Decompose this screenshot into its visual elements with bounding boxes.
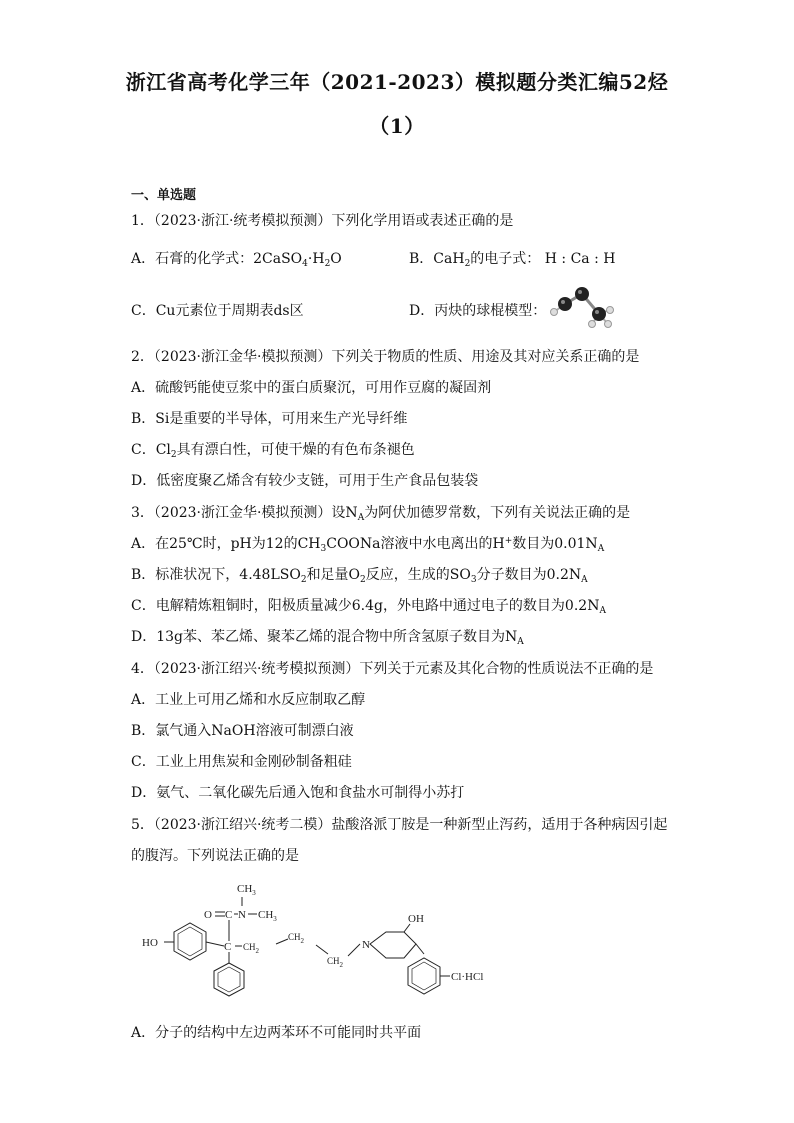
q4-option-a: A．工业上可用乙烯和水反应制取乙醇	[131, 692, 366, 708]
label-n2: N	[362, 939, 370, 951]
q4-option-b: B．氯气通入NaOH溶液可制漂白液	[131, 723, 354, 739]
q2-option-a: A．硫酸钙能使豆浆中的蛋白质聚沉，可用作豆腐的凝固剂	[131, 380, 492, 396]
q4-option-c: C．工业上用焦炭和金刚砂制备粗硅	[131, 754, 352, 770]
q1-option-a: A．石膏的化学式：$2CaSO_4\cdot H_2O$	[131, 251, 342, 269]
q1-option-b: B．CaH$_2$的电子式： H : Ca : H	[409, 251, 616, 269]
q2-option-d: D．低密度聚乙烯含有较少支链，可用于生产食品包装袋	[131, 473, 479, 489]
document-title-line1: 浙江省高考化学三年（2021-2023）模拟题分类汇编52烃	[125, 70, 669, 94]
q3-stem: 3．（2023·浙江金华·模拟预测）设$N_A$为阿伏加德罗常数，下列有关说法正确的是	[131, 505, 631, 523]
electron-formula: H : Ca : H	[544, 251, 616, 267]
label-n: N	[238, 909, 246, 921]
label-ch2-a: $CH_2$	[243, 942, 260, 955]
q1-stem: 1．（2023·浙江·统考模拟预测）下列化学用语或表述正确的是	[131, 213, 514, 229]
label-ch3-right: $CH_3$	[258, 909, 277, 923]
q5-stem-line2: 的腹泻。下列说法正确的是	[131, 848, 299, 864]
q4-stem: 4．（2023·浙江绍兴·统考模拟预测）下列关于元素及其化合物的性质说法不正确的是	[131, 661, 654, 677]
q1-option-c: C．Cu元素位于周期表ds区	[131, 303, 304, 319]
document-title-line2: （1）	[369, 114, 425, 138]
label-o: O	[204, 909, 212, 921]
q3-option-b: B．标准状况下，$4.48LSO_2$和足量$O_2$反应，生成的$SO_3$分子数目为$0.2N_A$	[131, 567, 588, 585]
label-c-center: C	[224, 941, 232, 953]
q2-option-b: B．Si是重要的半导体，可用来生产光导纤维	[131, 411, 408, 427]
q3-option-a: A．在25℃时，pH为12的$CH_3COONa$溶液中水电离出的H+数目为$0.01N_A$	[131, 536, 605, 554]
q4-option-d: D．氨气、二氧化碳先后通入饱和食盐水可制得小苏打	[131, 785, 465, 801]
label-ho: HO	[142, 937, 158, 949]
q3-option-c: C．电解精炼粗铜时，阳极质量减少6.4g，外电路中通过电子的数目为$0.2N_A$	[131, 598, 606, 616]
label-ch2-b: $CH_2$	[288, 932, 305, 945]
q5-option-a: A．分子的结构中左边两苯环不可能同时共平面	[131, 1025, 422, 1041]
q2-stem: 2．（2023·浙江金华·模拟预测）下列关于物质的性质、用途及其对应关系正确的是	[131, 349, 640, 365]
q5-stem-line1: 5．（2023·浙江绍兴·统考二模）盐酸洛派丁胺是一种新型止泻药，适用于各种病因引起	[131, 817, 668, 833]
q3-option-d: D．13g苯、苯乙烯、聚苯乙烯的混合物中所含氢原子数目为$N_A$	[131, 629, 524, 647]
q1-option-d: D．丙炔的球棍模型：	[409, 303, 547, 319]
q2-option-c: C．$Cl_2$具有漂白性，可使干燥的有色布条褪色	[131, 442, 415, 460]
loperamide-structure-diagram	[128, 872, 528, 1004]
section-heading: 一、单选题	[131, 188, 197, 203]
label-oh: OH	[408, 913, 424, 925]
propyne-ball-stick-model	[548, 284, 618, 328]
label-ch2-c: $CH_2$	[327, 956, 344, 969]
label-cl-hcl: Cl·HCl	[451, 971, 484, 983]
label-c: C	[225, 909, 233, 921]
label-ch3-top: $CH_3$	[237, 883, 256, 897]
